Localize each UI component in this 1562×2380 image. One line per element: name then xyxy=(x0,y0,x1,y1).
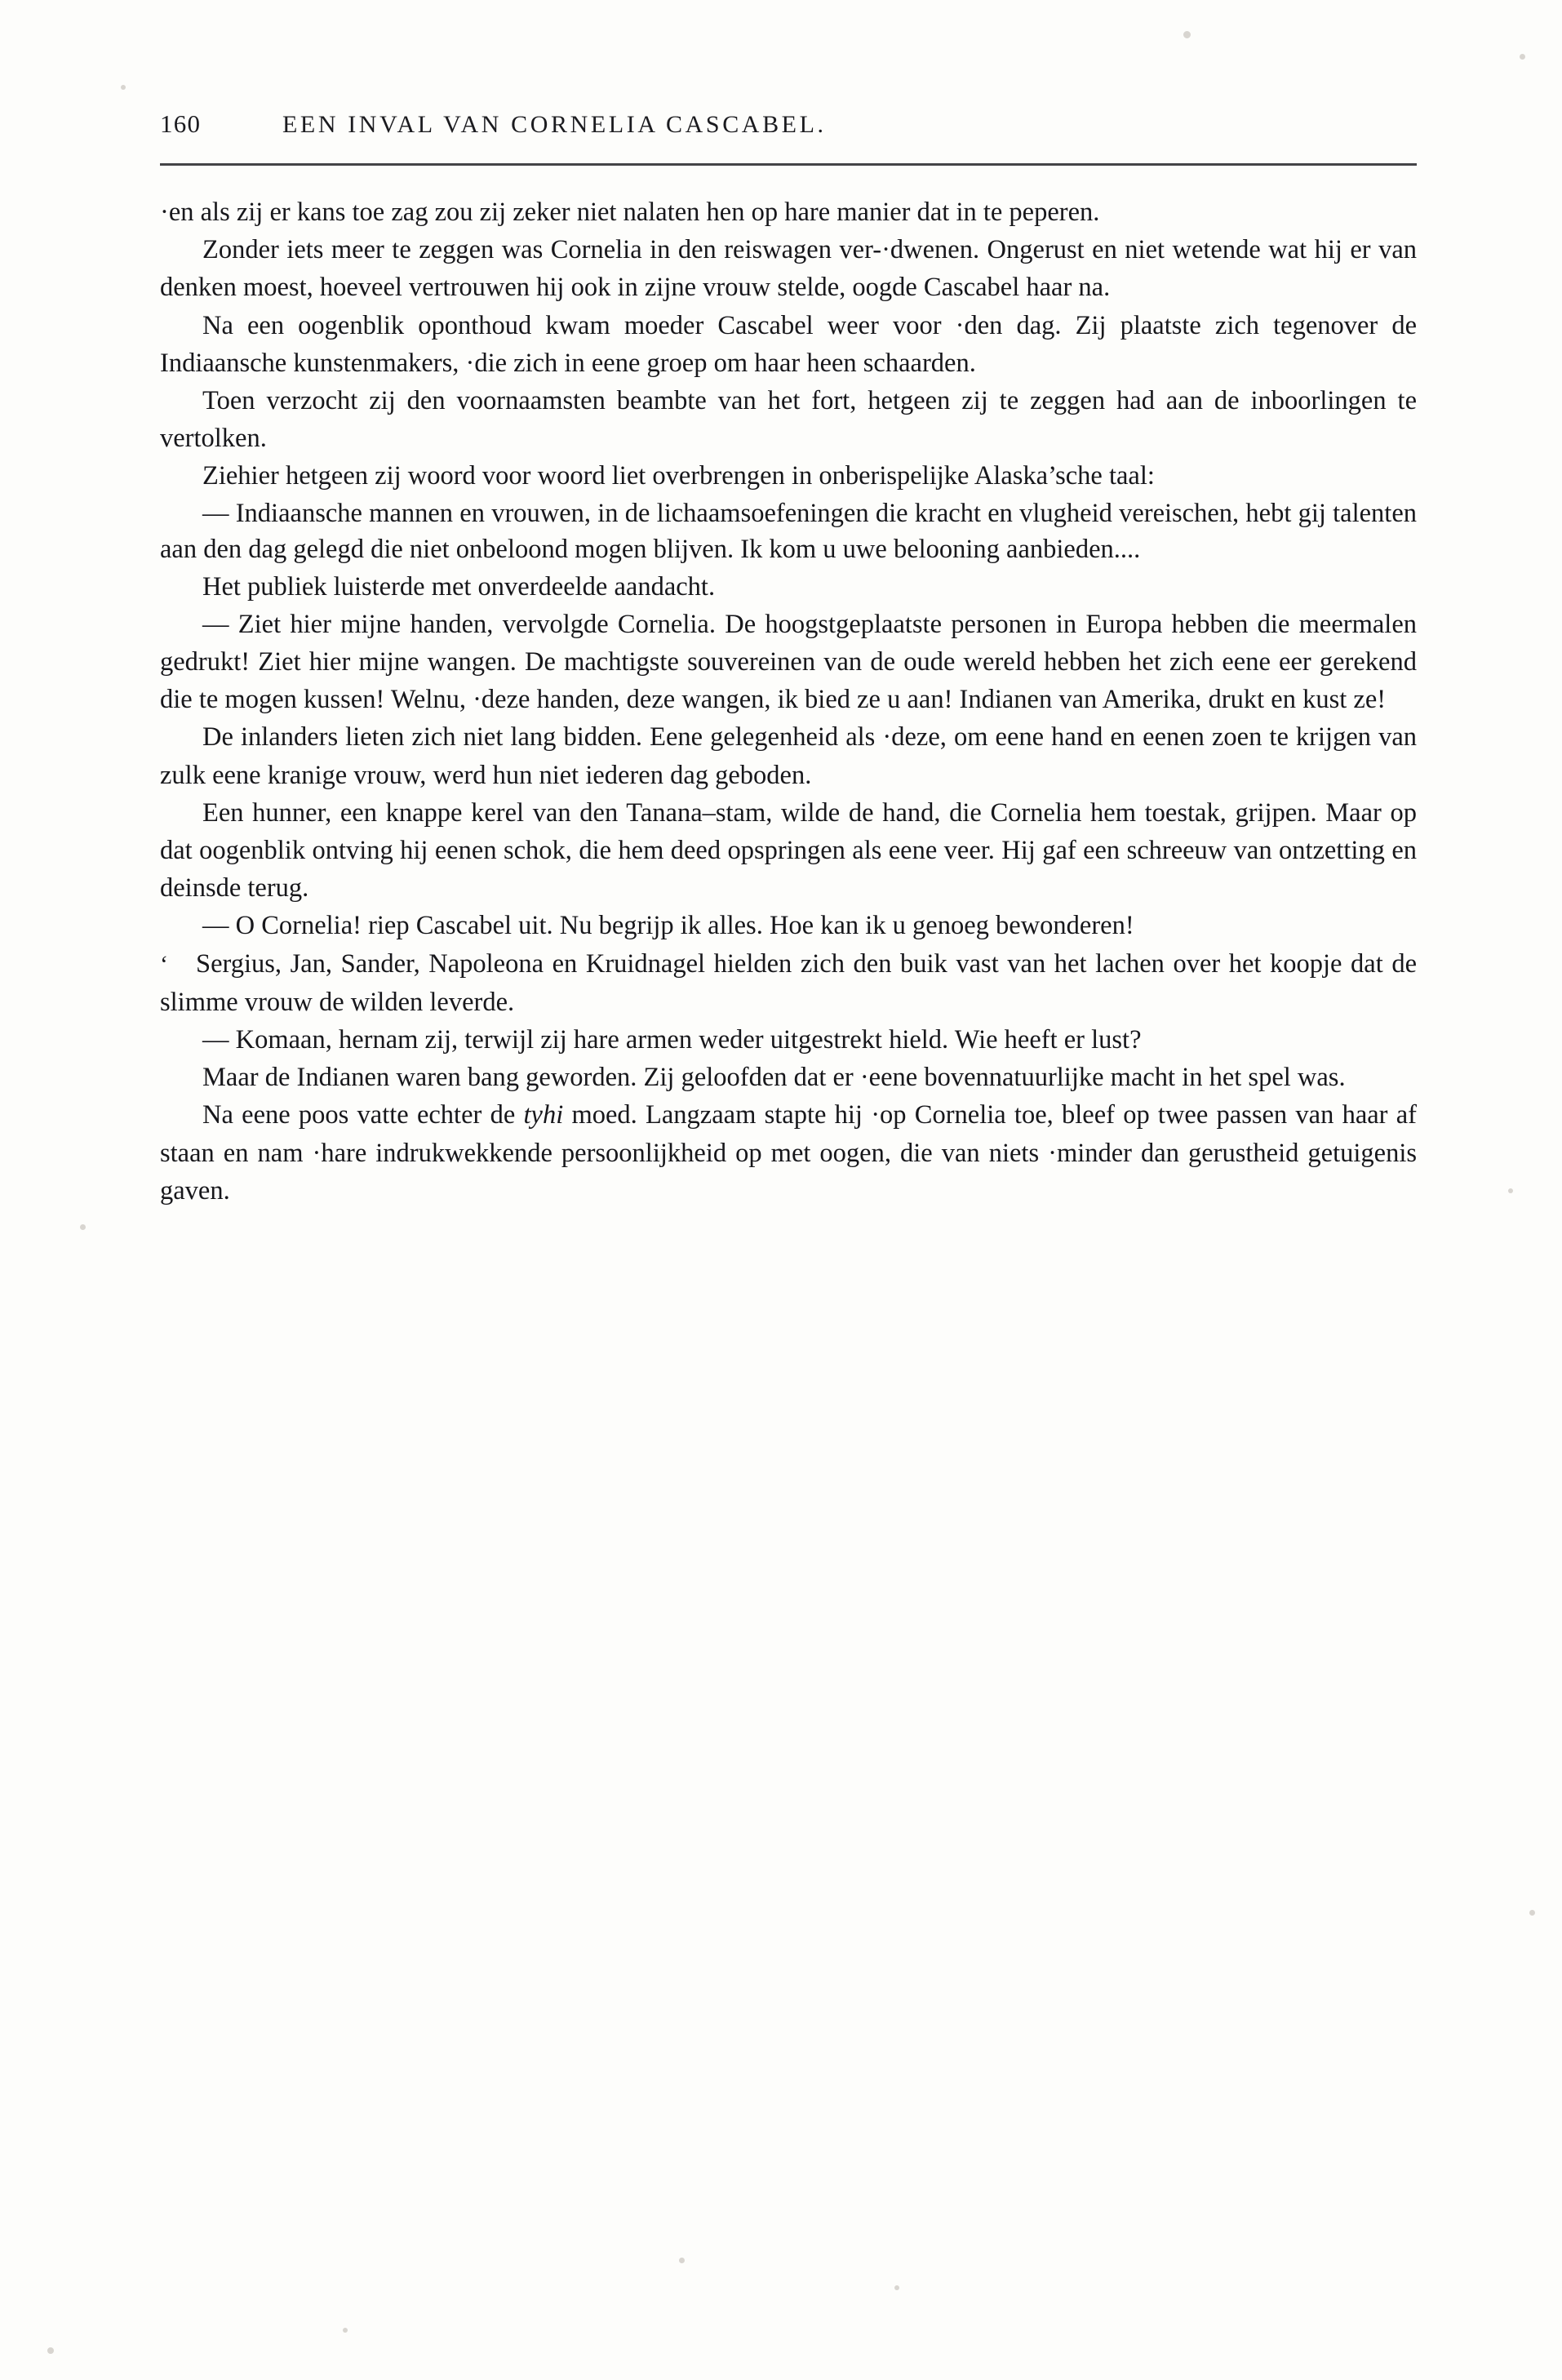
marginal-mark: ‘ xyxy=(160,950,168,978)
paragraph-with-italic xyxy=(160,1096,1417,1210)
scan-speck xyxy=(1529,1910,1535,1916)
paragraph: De inlanders lieten zich niet lang bidden. Eene gelegenheid als ·deze, om eene hand en eenen zoen te krijgen van zulk eene kranige vrouw, werd hun niet iederen dag geboden. xyxy=(160,722,1417,790)
paragraph-text-before: Na eene poos vatte echter de xyxy=(202,1100,524,1130)
header-rule xyxy=(160,163,1417,166)
scan-speck xyxy=(679,2258,685,2263)
scan-speck xyxy=(1520,54,1525,60)
paragraph: Na een oogenblik oponthoud kwam moeder Cascabel weer voor ·den dag. Zij plaatste zich tegenover de Indiaansche kunstenmakers, ·die zich in eene groep om haar heen schaarden. xyxy=(160,310,1417,378)
scan-speck xyxy=(1508,1188,1513,1193)
body-text xyxy=(160,193,1417,1210)
paragraph: Zonder iets meer te zeggen was Cornelia in den reiswagen ver-·dwenen. Ongerust en niet wetende wat hij er van denken moest, hoeveel vertrouwen hij ook in zijne vrouw stelde, oogde Cascabel haar na. xyxy=(160,235,1417,303)
dialogue-paragraph: — Komaan, hernam zij, terwijl zij hare armen weder uitgestrekt hield. Wie heeft er lust? xyxy=(202,1025,1142,1055)
scan-speck xyxy=(80,1224,86,1230)
paragraph-text: Sergius, Jan, Sander, Napoleona en Kruidnagel hielden zich den buik vast van het lachen over het koopje dat de slimme vrouw de wilden leverde. xyxy=(160,948,1417,1017)
scan-speck xyxy=(47,2347,54,2354)
paragraph: Maar de Indianen waren bang geworden. Zij geloofden dat er ·eene bovennatuurlijke macht in het spel was. xyxy=(202,1063,1346,1093)
paragraph: Ziehier hetgeen zij woord voor woord liet overbrengen in onberispelijke Alaska’sche taal: xyxy=(202,461,1155,491)
paragraph: Het publiek luisterde met onverdeelde aandacht. xyxy=(202,571,716,602)
chapter-running-title: EEN INVAL VAN CORNELIA CASCABEL. xyxy=(282,111,827,138)
paragraph: ·en als zij er kans toe zag zou zij zeker niet nalaten hen op hare manier dat in te peperen. xyxy=(160,198,1100,227)
page-number: 160 xyxy=(160,109,202,138)
scan-speck xyxy=(343,2328,348,2333)
paragraph-text-after: moed. Langzaam stapte hij ·op Cornelia toe, bleef op twee passen van haar af staan en nam ·hare indrukwekkende persoonlijkheid op met oogen, die van niets ·minder dan gerustheid getuigenis gaven. xyxy=(160,1100,1417,1206)
scan-speck xyxy=(1183,31,1191,38)
italic-term: tyhi xyxy=(523,1100,564,1130)
paragraph: Toen verzocht zij den voornaamsten beambte van het fort, hetgeen zij te zeggen had aan de inboorlingen te vertolken. xyxy=(160,386,1417,454)
dialogue-paragraph: — O Cornelia! riep Cascabel uit. Nu begrijp ik alles. Hoe kan ik u genoeg bewonderen! xyxy=(202,911,1134,941)
running-head xyxy=(160,96,1417,139)
dialogue-paragraph: — Ziet hier mijne handen, vervolgde Cornelia. De hoogstgeplaatste personen in Europa hebben die meermalen gedrukt! Ziet hier mijne wangen. De machtigste souvereinen van de oude wereld hebben het zich eene eer gerekend die te mogen kussen! Welnu, ·deze handen, deze wangen, ik bied ze u aan! Indianen van Amerika, drukt en kust ze! xyxy=(160,609,1417,715)
scan-speck xyxy=(121,85,126,90)
scan-speck xyxy=(894,2285,899,2290)
dialogue-paragraph: — Indiaansche mannen en vrouwen, in de lichaamsoefeningen die kracht en vlugheid vereischen, hebt gij talenten aan den dag gelegd die niet onbeloond mogen blijven. Ik kom u uwe belooning aanbieden.... xyxy=(160,498,1417,565)
paragraph-with-marginal-mark xyxy=(160,945,1417,1021)
paragraph: Een hunner, een knappe kerel van den Tanana–stam, wilde de hand, die Cornelia hem toestak, grijpen. Maar op dat oogenblik ontving hij eenen schok, die hem deed opspringen als eene veer. Hij gaf een schreeuw van ontzetting en deinsde terug. xyxy=(160,797,1417,904)
page-content xyxy=(160,96,1417,1210)
